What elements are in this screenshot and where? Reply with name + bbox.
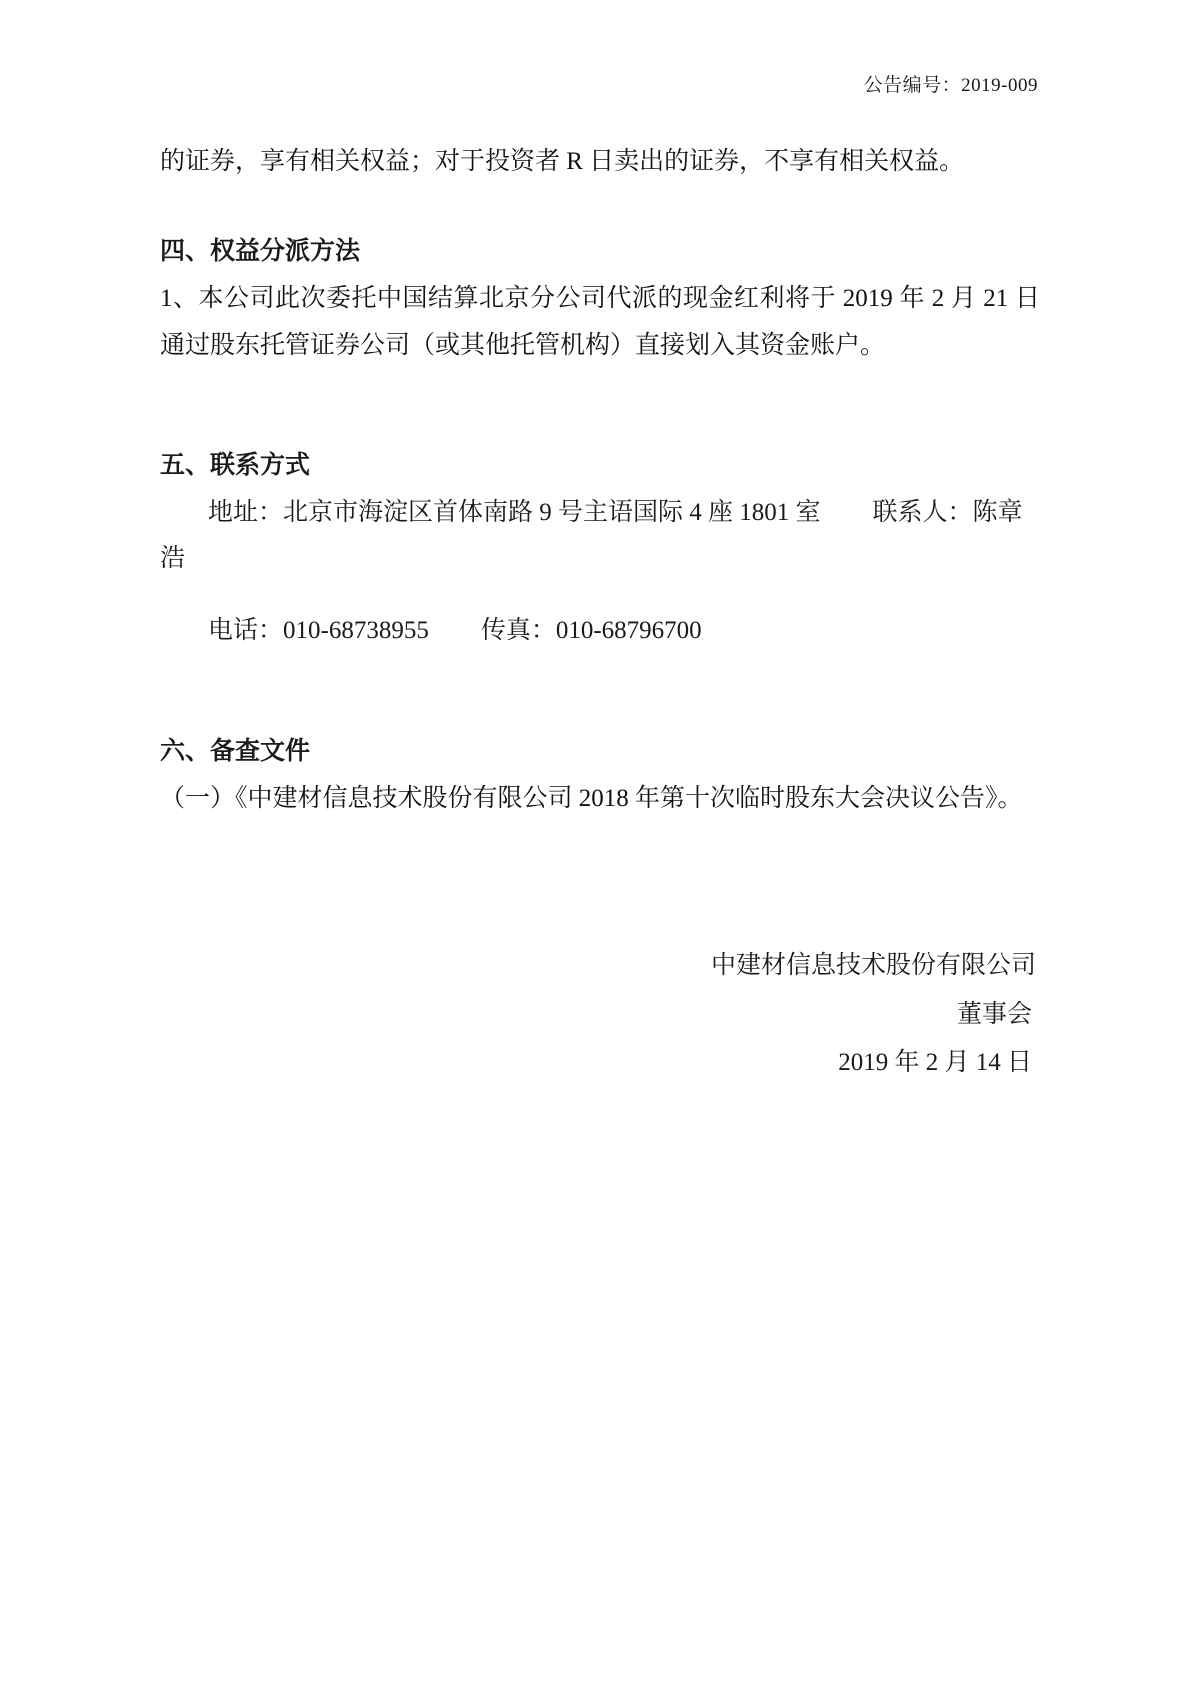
spacer xyxy=(160,655,1040,695)
section-title-distribution-method: 四、权益分派方法 xyxy=(160,238,361,266)
section-paragraph-distribution-method: 1、本公司此次委托中国结算北京分公司代派的现金红利将于 2019 年 2 月 21 日通过股东托管证券公司（或其他托管机构）直接划入其资金账户。 xyxy=(160,285,1040,359)
signature-board: 董事会 xyxy=(956,1000,1032,1028)
signature-date: 2019 年 2 月 14 日 xyxy=(838,1049,1032,1077)
section-title-reference-documents: 六、备查文件 xyxy=(160,737,311,765)
spacer xyxy=(160,582,1040,608)
contact-fax: 传真：010-68796700 xyxy=(480,617,702,645)
section-paragraph-reference-documents: （一）《中建材信息技术股份有限公司 2018 年第十次临时股东大会决议公告》。 xyxy=(160,784,1023,812)
contact-address: 地址：北京市海淀区首体南路 9 号主语国际 4 座 1801 室 xyxy=(208,498,821,526)
continued-paragraph: 的证券，享有相关权益；对于投资者 R 日卖出的证券，不享有相关权益。 xyxy=(160,148,965,175)
section-title-contact: 五、联系方式 xyxy=(160,451,311,479)
contact-person: 联系人：陈章浩 xyxy=(160,498,1023,572)
contact-phone-block xyxy=(160,608,1040,654)
signature-company: 中建材信息技术股份有限公司 xyxy=(710,951,1036,979)
signature-block xyxy=(160,942,1040,1088)
contact-address-block xyxy=(160,490,1040,583)
announcement-number: 公告编号：2019-009 xyxy=(863,75,1038,96)
spacer xyxy=(160,369,1040,409)
contact-phone: 电话：010-68738955 xyxy=(208,617,429,645)
